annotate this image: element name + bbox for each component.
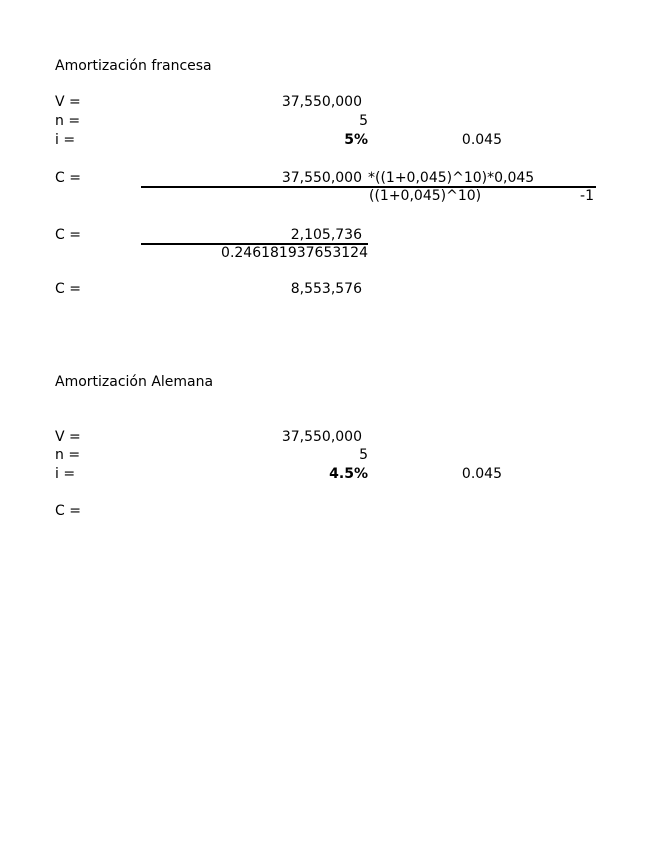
francesa-c2-label: C = [55,227,81,243]
francesa-v-value: 37,550,000 [281,94,362,110]
francesa-c1-principal: 37,550,000 [281,170,362,186]
francesa-i-decimal: 0.045 [461,132,502,148]
alemana-v-label: V = [55,429,81,445]
francesa-c1-label: C = [55,170,81,186]
francesa-c1-denominator-minus: -1 [580,188,594,204]
francesa-i-percent: 5% [344,132,368,148]
francesa-n-label: n = [55,113,81,129]
alemana-i-decimal: 0.045 [461,466,502,482]
alemana-title: Amortización Alemana [55,374,214,390]
francesa-title: Amortización francesa [55,58,212,74]
francesa-c1-numerator-factor: *((1+0,045)^10)*0,045 [368,170,535,186]
francesa-c2-numerator: 2,105,736 [290,227,362,243]
francesa-c2-denominator: 0.246181937653124 [221,245,368,261]
alemana-v-value: 37,550,000 [281,429,362,445]
francesa-i-label: i = [55,132,76,148]
francesa-c3-label: C = [55,281,81,297]
francesa-v-label: V = [55,94,81,110]
francesa-n-value: 5 [359,113,368,129]
alemana-n-value: 5 [359,447,368,463]
alemana-i-label: i = [55,466,76,482]
alemana-i-percent: 4.5% [329,466,368,482]
alemana-c-label: C = [55,503,81,519]
francesa-c3-value: 8,553,576 [290,281,362,297]
alemana-n-label: n = [55,447,81,463]
francesa-c1-denominator: ((1+0,045)^10) [369,188,482,204]
